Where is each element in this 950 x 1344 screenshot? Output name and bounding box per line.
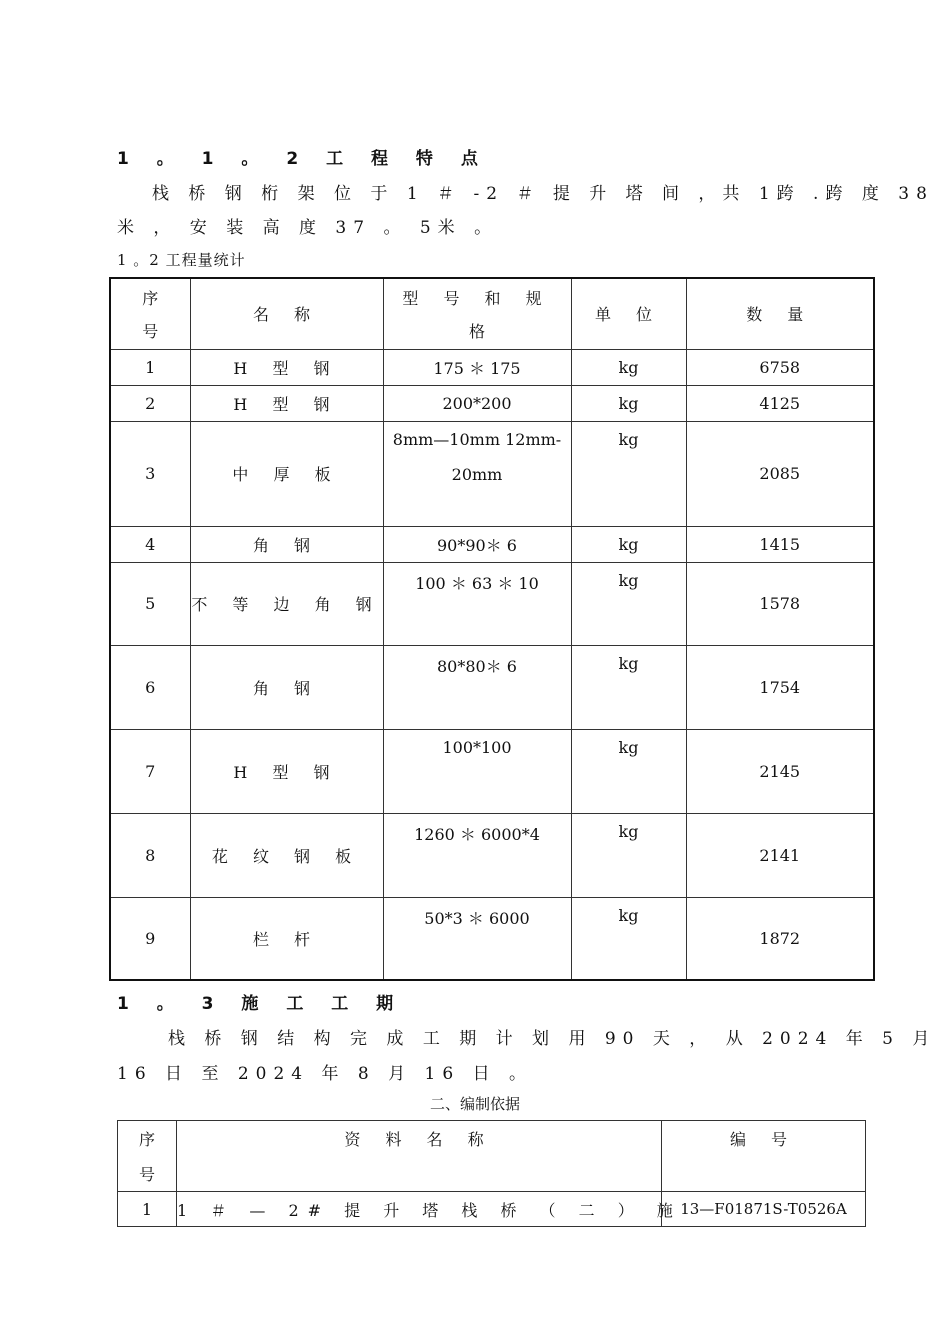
quantity-table — [109, 277, 875, 981]
reference-table — [117, 1120, 866, 1227]
cell-unit: kg — [571, 421, 686, 526]
cell-name: 花 纹 钢 板 — [190, 813, 383, 897]
table-row — [110, 526, 874, 562]
header-spec-line2: 格 — [468, 321, 485, 341]
cell-name: H 型 钢 — [190, 729, 383, 813]
cell-doc-name: 1 ＃ — 2# 提 升 塔 栈 桥 （ 二 ） 施 — [177, 1192, 662, 1227]
cell-name: H 型 钢 — [190, 349, 383, 385]
cell-code: 13—F01871S-T0526A — [662, 1192, 866, 1227]
cell-seq: 9 — [110, 897, 190, 980]
cell-spec: 90*90＊ 6 — [383, 526, 571, 562]
cell-seq: 7 — [110, 729, 190, 813]
cell-seq: 5 — [110, 562, 190, 645]
schedule-paragraph-line-1: 栈 桥 钢 结 构 完 成 工 期 计 划 用 90 天 ， 从 2024 年 5 月 — [168, 1029, 937, 1049]
cell-seq: 4 — [110, 526, 190, 562]
cell-qty: 4125 — [686, 385, 874, 421]
cell-qty: 1578 — [686, 562, 874, 645]
cell-seq: 1 — [118, 1192, 177, 1227]
cell-unit: kg — [571, 813, 686, 897]
table-row — [110, 813, 874, 897]
cell-spec: 100*100 — [383, 729, 571, 813]
table-row — [110, 897, 874, 980]
section-heading-1-3: 1 。 3 施 工 工 期 — [117, 994, 405, 1014]
cell-name: 中 厚 板 — [190, 421, 383, 526]
cell-seq: 3 — [110, 421, 190, 526]
cell-seq: 8 — [110, 813, 190, 897]
cell-unit: kg — [571, 562, 686, 645]
cell-unit: kg — [571, 645, 686, 729]
cell-spec: 175 ＊ 175 — [383, 349, 571, 385]
table-row — [110, 421, 874, 526]
header-seq — [118, 1121, 177, 1192]
cell-seq: 2 — [110, 385, 190, 421]
cell-unit: kg — [571, 729, 686, 813]
cell-spec: 80*80＊ 6 — [383, 645, 571, 729]
cell-unit: kg — [571, 385, 686, 421]
cell-unit: kg — [571, 349, 686, 385]
cell-qty: 2085 — [686, 421, 874, 526]
header-seq-line2: 号 — [138, 1165, 155, 1184]
cell-name: 不 等 边 角 钢 — [190, 562, 383, 645]
table-row — [110, 385, 874, 421]
header-seq-line1: 序 — [138, 1130, 155, 1149]
header-doc-name: 资 料 名 称 — [177, 1121, 662, 1192]
table-row — [110, 645, 874, 729]
header-code: 编 号 — [662, 1121, 866, 1192]
cell-spec: 100 ＊ 63 ＊ 10 — [383, 562, 571, 645]
table-row — [118, 1192, 866, 1227]
table-header-row — [110, 278, 874, 349]
cell-qty: 2141 — [686, 813, 874, 897]
cell-spec: 1260 ＊ 6000*4 — [383, 813, 571, 897]
table-row — [110, 562, 874, 645]
header-seq — [110, 278, 190, 349]
cell-unit: kg — [571, 526, 686, 562]
cell-name: 角 钢 — [190, 645, 383, 729]
paragraph-line-1: 栈 桥 钢 桁 架 位 于 1 ＃ -2 ＃ 提 升 塔 间 ，共 1跨 .跨 度 38 — [152, 184, 934, 204]
paragraph-line-2: 米 ， 安 装 高 度 37 。 5米 。 — [117, 218, 499, 238]
cell-spec-line2: 20mm — [451, 464, 503, 484]
section-heading-1-1-2: 1 。 1 。 2 工 程 特 点 — [117, 149, 489, 169]
cell-seq: 6 — [110, 645, 190, 729]
cell-name: 角 钢 — [190, 526, 383, 562]
cell-seq: 1 — [110, 349, 190, 385]
table-row — [110, 349, 874, 385]
cell-qty: 6758 — [686, 349, 874, 385]
table-header-row — [118, 1121, 866, 1192]
cell-spec — [383, 421, 571, 526]
cell-name: 栏 杆 — [190, 897, 383, 980]
section-heading-1-2: 1 。2 工程量统计 — [117, 251, 246, 269]
header-spec-line1: 型 号 和 规 — [402, 288, 552, 308]
section-heading-2: 二、编制依据 — [429, 1095, 520, 1113]
header-unit: 单 位 — [571, 278, 686, 349]
cell-spec-line1: 8mm—10mm 12mm- — [392, 429, 562, 449]
header-spec — [383, 278, 571, 349]
cell-spec: 50*3 ＊ 6000 — [383, 897, 571, 980]
cell-qty: 1872 — [686, 897, 874, 980]
cell-qty: 2145 — [686, 729, 874, 813]
cell-name: H 型 钢 — [190, 385, 383, 421]
schedule-paragraph-line-2: 16 日 至 2024 年 8 月 16 日 。 — [117, 1064, 533, 1084]
cell-spec: 200*200 — [383, 385, 571, 421]
header-seq-line2: 号 — [142, 321, 159, 341]
cell-unit: kg — [571, 897, 686, 980]
header-name: 名 称 — [190, 278, 383, 349]
cell-qty: 1415 — [686, 526, 874, 562]
header-qty: 数 量 — [686, 278, 874, 349]
header-seq-line1: 序 — [142, 288, 159, 308]
cell-qty: 1754 — [686, 645, 874, 729]
table-row — [110, 729, 874, 813]
